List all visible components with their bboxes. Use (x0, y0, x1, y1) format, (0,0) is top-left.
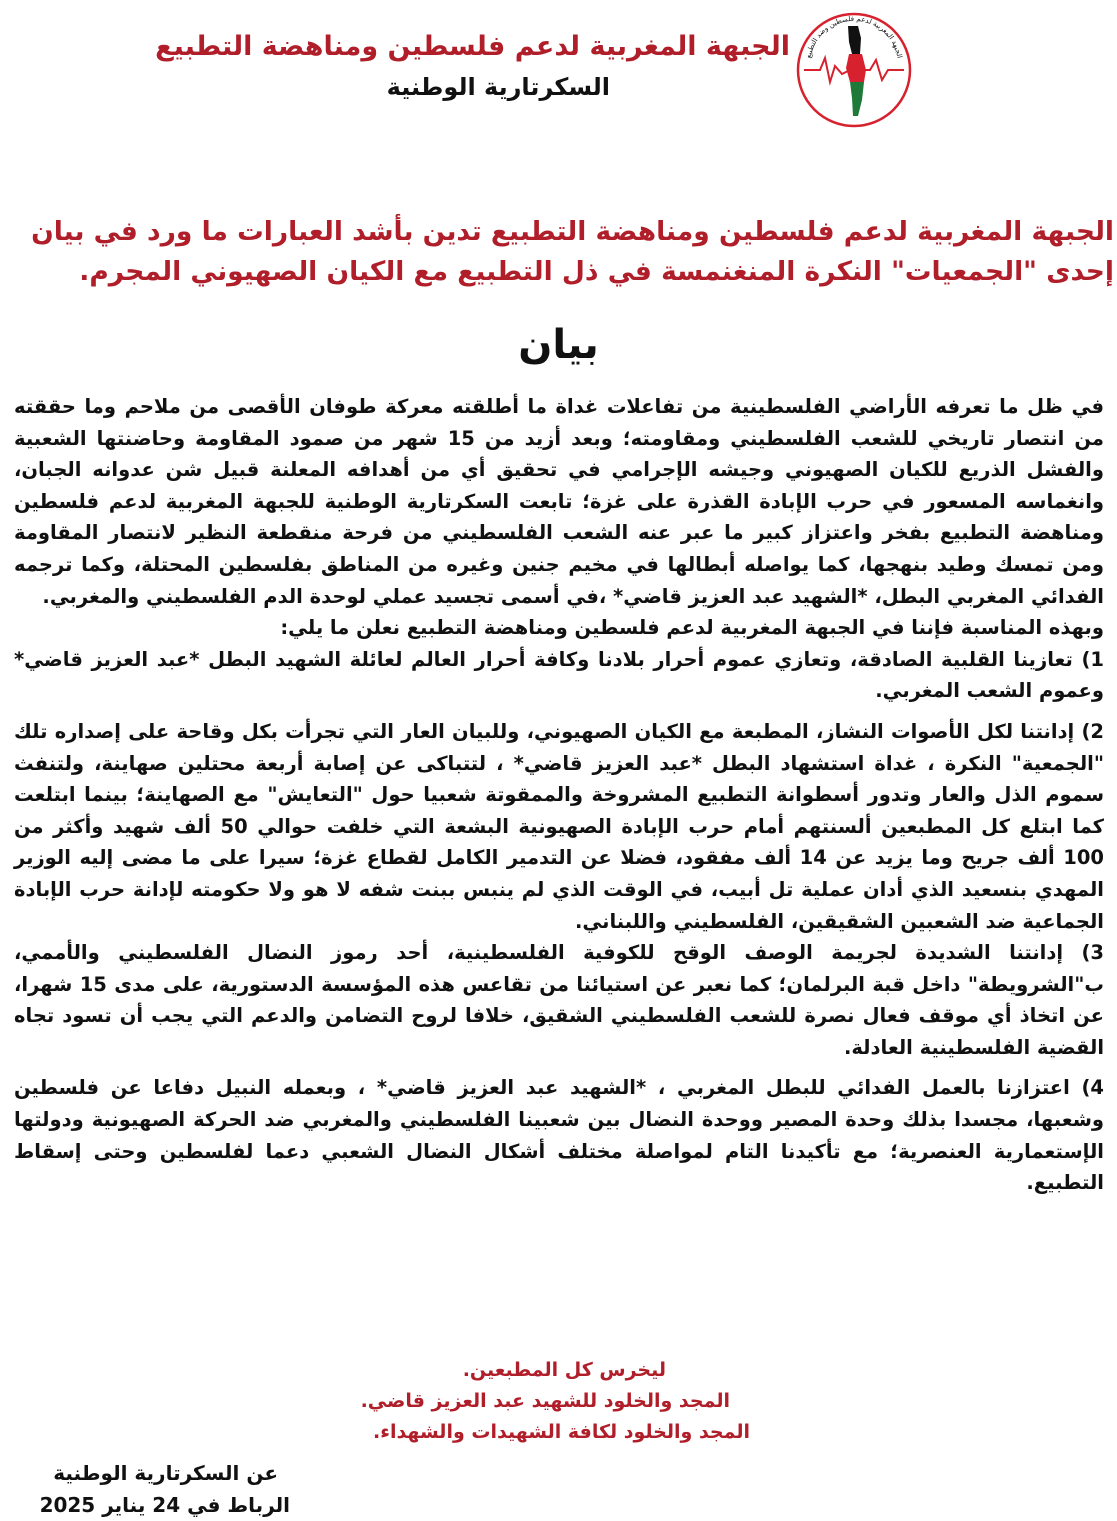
point-2: 2) إدانتنا لكل الأصوات النشاز، المطبعة مع الكيان الصهيوني، وللبيان العار التي تجرأت بكل وقاحة على إصداره تلك "الجمعية" النكرة ، غداة استشهاد البطل *عبد العزيز قاضي* ، لتتباكى عن إصابة أربعة محتلين صهاينة، ولتنفث سموم الذل والعار وتدور أسطوانة التطبيع المشروخة والممقوتة شعبيا حول "التعايش" مع الصهاينة؛ بينما ابتلعت كما ابتلع كل المطبعين ألسنتهم أمام حرب الإبادة الصهيونية البشعة التي خلفت حوالي 50 ألف شهيد وأكثر من 100 ألف جريح وما يزيد عن 14 ألف مفقود، فضلا عن التدمير الكامل لقطاع غزة؛ سيرا على ما مضى إليه الوزير المهدي بنسعيد الذي أدان عملية تل أبيب، في الوقت الذي لم ينبس ببنت شفه لا هو ولا حكومته لإدانة حرب الإبادة الجماعية ضد الشعبين الشقيقين، الفلسطيني واللبناني. (14, 719, 1104, 933)
point-1: 1) تعازينا القلبية الصادقة، وتعازي عموم أحرار بلادنا وكافة أحرار العالم لعائلة الشهيد البطل *عبد العزيز قاضي* وعموم الشعب المغربي. (14, 647, 1104, 703)
statement-title: بيان (518, 322, 599, 368)
organization-logo (792, 8, 916, 132)
point-4: 4) اعتزازنا بالعمل الفدائي للبطل المغربي ، *الشهيد عبد العزيز قاضي* ، وبعمله النبيل دفاعا عن فلسطين وشعبها، مجسدا بذلك وحدة المصير ووحدة النضال بين شعبينا الفلسطيني والمغربي ضد الحركة الصهيونية ودولتها الإستعمارية العنصرية؛ مع تأكيدنا التام لمواصلة مختلف أشكال النضال الشعبي دعما لفلسطين وحتى إسقاط التطبيع. (14, 1076, 1104, 1195)
headline-line-1: الجبهة المغربية لدعم فلسطين ومناهضة التطبيع تدين بأشد العبارات ما ورد في بيان (31, 216, 1114, 247)
signature-line-1: عن السكرتارية الوطنية (53, 1461, 278, 1485)
statement-headline (24, 212, 1114, 292)
announcement-line: وبهذه المناسبة فإننا في الجبهة المغربية لدعم فلسطين ومناهضة التطبيع نعلن ما يلي: (280, 616, 1104, 640)
headline-line-2: إحدى "الجمعيات" النكرة المنغنمسة في ذل التطبيع مع الكيان الصهيوني المجرم. (79, 256, 1114, 287)
closing-slogans (300, 1355, 750, 1448)
slogan-1: ليخرس كل المطبعين. (462, 1359, 666, 1381)
slogan-3: المجد والخلود لكافة الشهيدات والشهداء. (373, 1421, 750, 1443)
organization-name: الجبهة المغربية لدعم فلسطين ومناهضة التطبيع (155, 31, 790, 62)
logo-arc-text: الجبهة المغربية لدعم فلسطين وضد التطبيع (804, 14, 904, 59)
slogan-2: المجد والخلود للشهيد عبد العزيز قاضي. (360, 1390, 730, 1412)
point-3: 3) إدانتنا الشديدة لجريمة الوصف الوقح للكوفية الفلسطينية، أحد رموز النضال الفلسطيني والأممي، ب"الشرويطة" داخل قبة البرلمان؛ كما نعبر عن استيائنا من تقاعس هذه المؤسسة الدستورية، على مدى 15 شهرا، عن اتخاذ أي موقف فعال نصرة للشعب الفلسطيني الشقيق، خلافا لروح التضامن والدعم التي يجب أن تسود تجاه القضية الفلسطينية العادلة. (14, 941, 1104, 1059)
signature-line-2: الرباط في 24 يناير 2025 (39, 1493, 290, 1517)
intro-paragraph: في ظل ما تعرفه الأراضي الفلسطينية من تفاعلات غداة ما أطلقته معركة طوفان الأقصى من ملاحم وما حققته من انتصار تاريخي للشعب الفلسطيني ومقاومته؛ وبعد أزيد من 15 شهر من صمود المقاومة وحاضنتها الشعبية والفشل الذريع للكيان الصهيوني وجيشه الإجرامي في تحقيق أي من أهدافه المعلنة قبيل شن عدوانه الجبان، وانغماسه المسعور في حرب الإبادة القذرة على غزة؛ تابعت السكرتارية الوطنية للجبهة المغربية لدعم فلسطين ومناهضة التطبيع بفخر واعتزاز كبير ما عبر عنه الشعب الفلسطيني من فرحة منقطعة النظير لانتصار المقاومة ومن تمسك وطيد بنهجها، كما يواصله أبطالها في مخيم جنين وغيره من المناطق بفلسطين المحتلة، وكما ترجمه الفدائي المغربي البطل، *الشهيد عبد العزيز قاضي* ،في أسمى تجسيد عملي لوحدة الدم الفلسطيني والمغربي. (14, 395, 1104, 608)
secretariat-name: السكرتارية الوطنية (386, 73, 610, 101)
statement-body (14, 391, 1104, 1199)
signature-block (20, 1457, 290, 1521)
